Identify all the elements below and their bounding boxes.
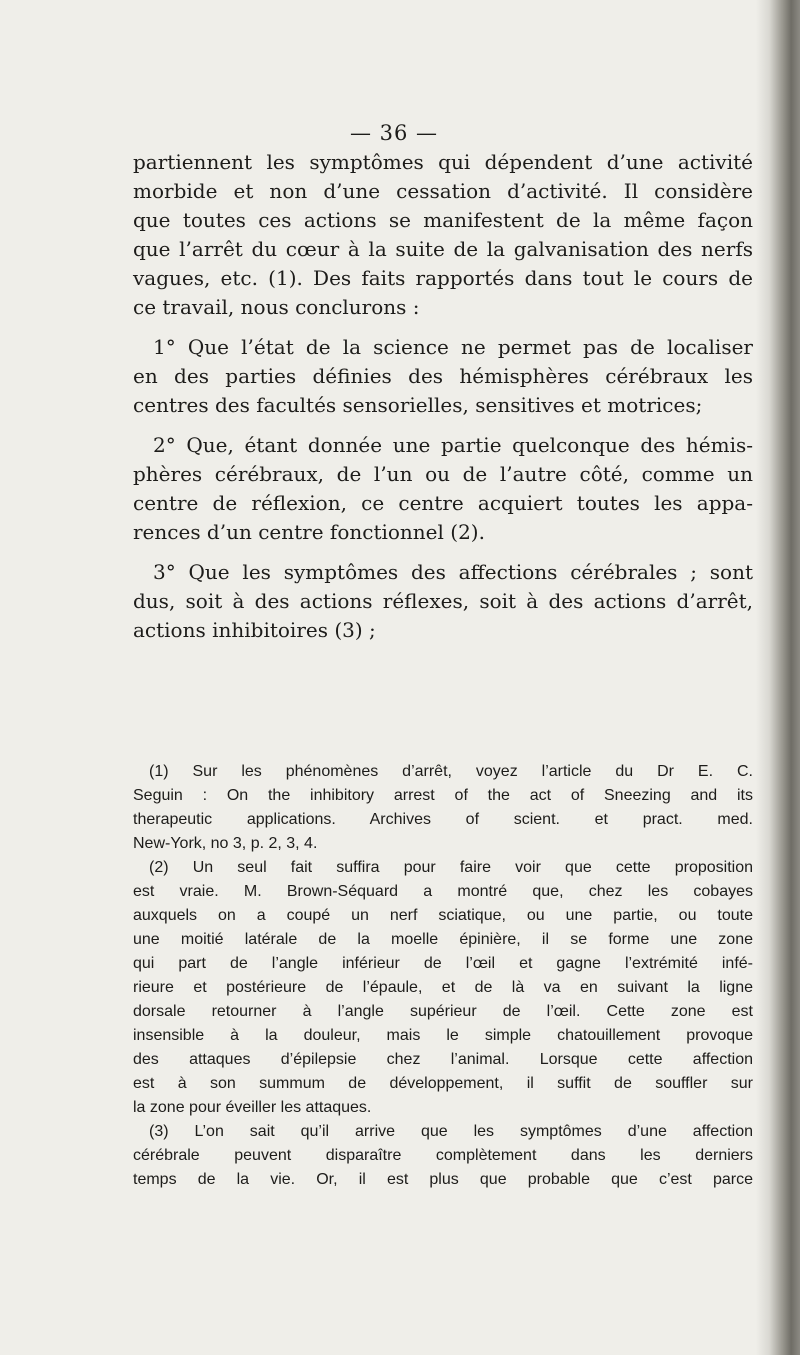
footnote-line: (3) L’on sait qu’il arrive que les symptômes d’une affection [149,1123,753,1140]
footnote-line: dorsale retourner à l’angle supérieur de l’œil. Cette zone est [133,1003,753,1020]
conclusion-line: centre de réflexion, ce centre acquiert toutes les appa- [133,491,753,515]
footnote-line: rieure et postérieure de l’épaule, et de là va en suivant la ligne [133,979,753,996]
conclusion-line: dus, soit à des actions réflexes, soit à des actions d’arrêt, [133,589,753,613]
footnote-line: (1) Sur les phénomènes d’arrêt, voyez l’article du Dr E. C. [149,763,753,780]
body-line: partiennent les symptômes qui dépendent d’une activité [133,150,753,174]
footnote-2 [133,856,753,1120]
footnote-line: la zone pour éveiller les attaques. [133,1099,372,1116]
footnote-line: cérébrale peuvent disparaître complètement dans les derniers [133,1147,753,1164]
footnote-line: New-York, no 3, p. 2, 3, 4. [133,835,318,852]
footnote-line: des attaques d’épilepsie chez l’animal. Lorsque cette affection [133,1051,753,1068]
conclusion-3 [133,558,753,645]
conclusion-line: 1° Que l’état de la science ne permet pas de localiser [153,335,753,359]
body-line: morbide et non d’une cessation d’activité. Il considère [133,179,753,203]
footnote-line: Seguin : On the inhibitory arrest of the act of Sneezing and its [133,787,753,804]
footnote-1 [133,760,753,856]
footnote-line: est à son summum de développement, il suffit de souffler sur [133,1075,753,1092]
conclusion-line: 3° Que les symptômes des affections cérébrales ; sont [153,560,753,584]
footnotes [133,760,753,1192]
conclusion-line: centres des facultés sensorielles, sensitives et motrices; [133,393,703,417]
main-text [133,148,753,645]
footnote-3 [133,1120,753,1192]
footnote-line: (2) Un seul fait suffira pour faire voir que cette proposition [149,859,753,876]
footnote-line: est vraie. M. Brown-Séquard a montré que, chez les cobayes [133,883,753,900]
body-line: que toutes ces actions se manifestent de la même façon [133,208,753,232]
conclusion-line: actions inhibitoires (3) ; [133,618,376,642]
page-binding-edge [756,0,800,1355]
conclusion-line: en des parties définies des hémisphères cérébraux les [133,364,753,388]
footnote-line: temps de la vie. Or, il est plus que probable que c’est parce [133,1171,753,1188]
footnote-line: une moitié latérale de la moelle épinière, il se forme une zone [133,931,753,948]
body-line: ce travail, nous conclurons : [133,295,420,319]
conclusion-1 [133,333,753,420]
footnote-line: qui part de l’angle inférieur de l’œil et gagne l’extrémité infé- [133,955,753,972]
footnote-line: insensible à la douleur, mais le simple chatouillement provoque [133,1027,753,1044]
footnote-line: therapeutic applications. Archives of scient. et pract. med. [133,811,753,828]
conclusion-line: rences d’un centre fonctionnel (2). [133,520,485,544]
conclusion-line: phères cérébraux, de l’un ou de l’autre côté, comme un [133,462,753,486]
footnote-line: auxquels on a coupé un nerf sciatique, ou une partie, ou toute [133,907,753,924]
body-line: que l’arrêt du cœur à la suite de la galvanisation des nerfs [133,237,753,261]
body-line: vagues, etc. (1). Des faits rapportés dans tout le cours de [133,266,753,290]
page-number: — 36 — [349,121,439,145]
conclusion-line: 2° Que, étant donnée une partie quelconque des hémis- [153,433,753,457]
conclusion-2 [133,431,753,547]
